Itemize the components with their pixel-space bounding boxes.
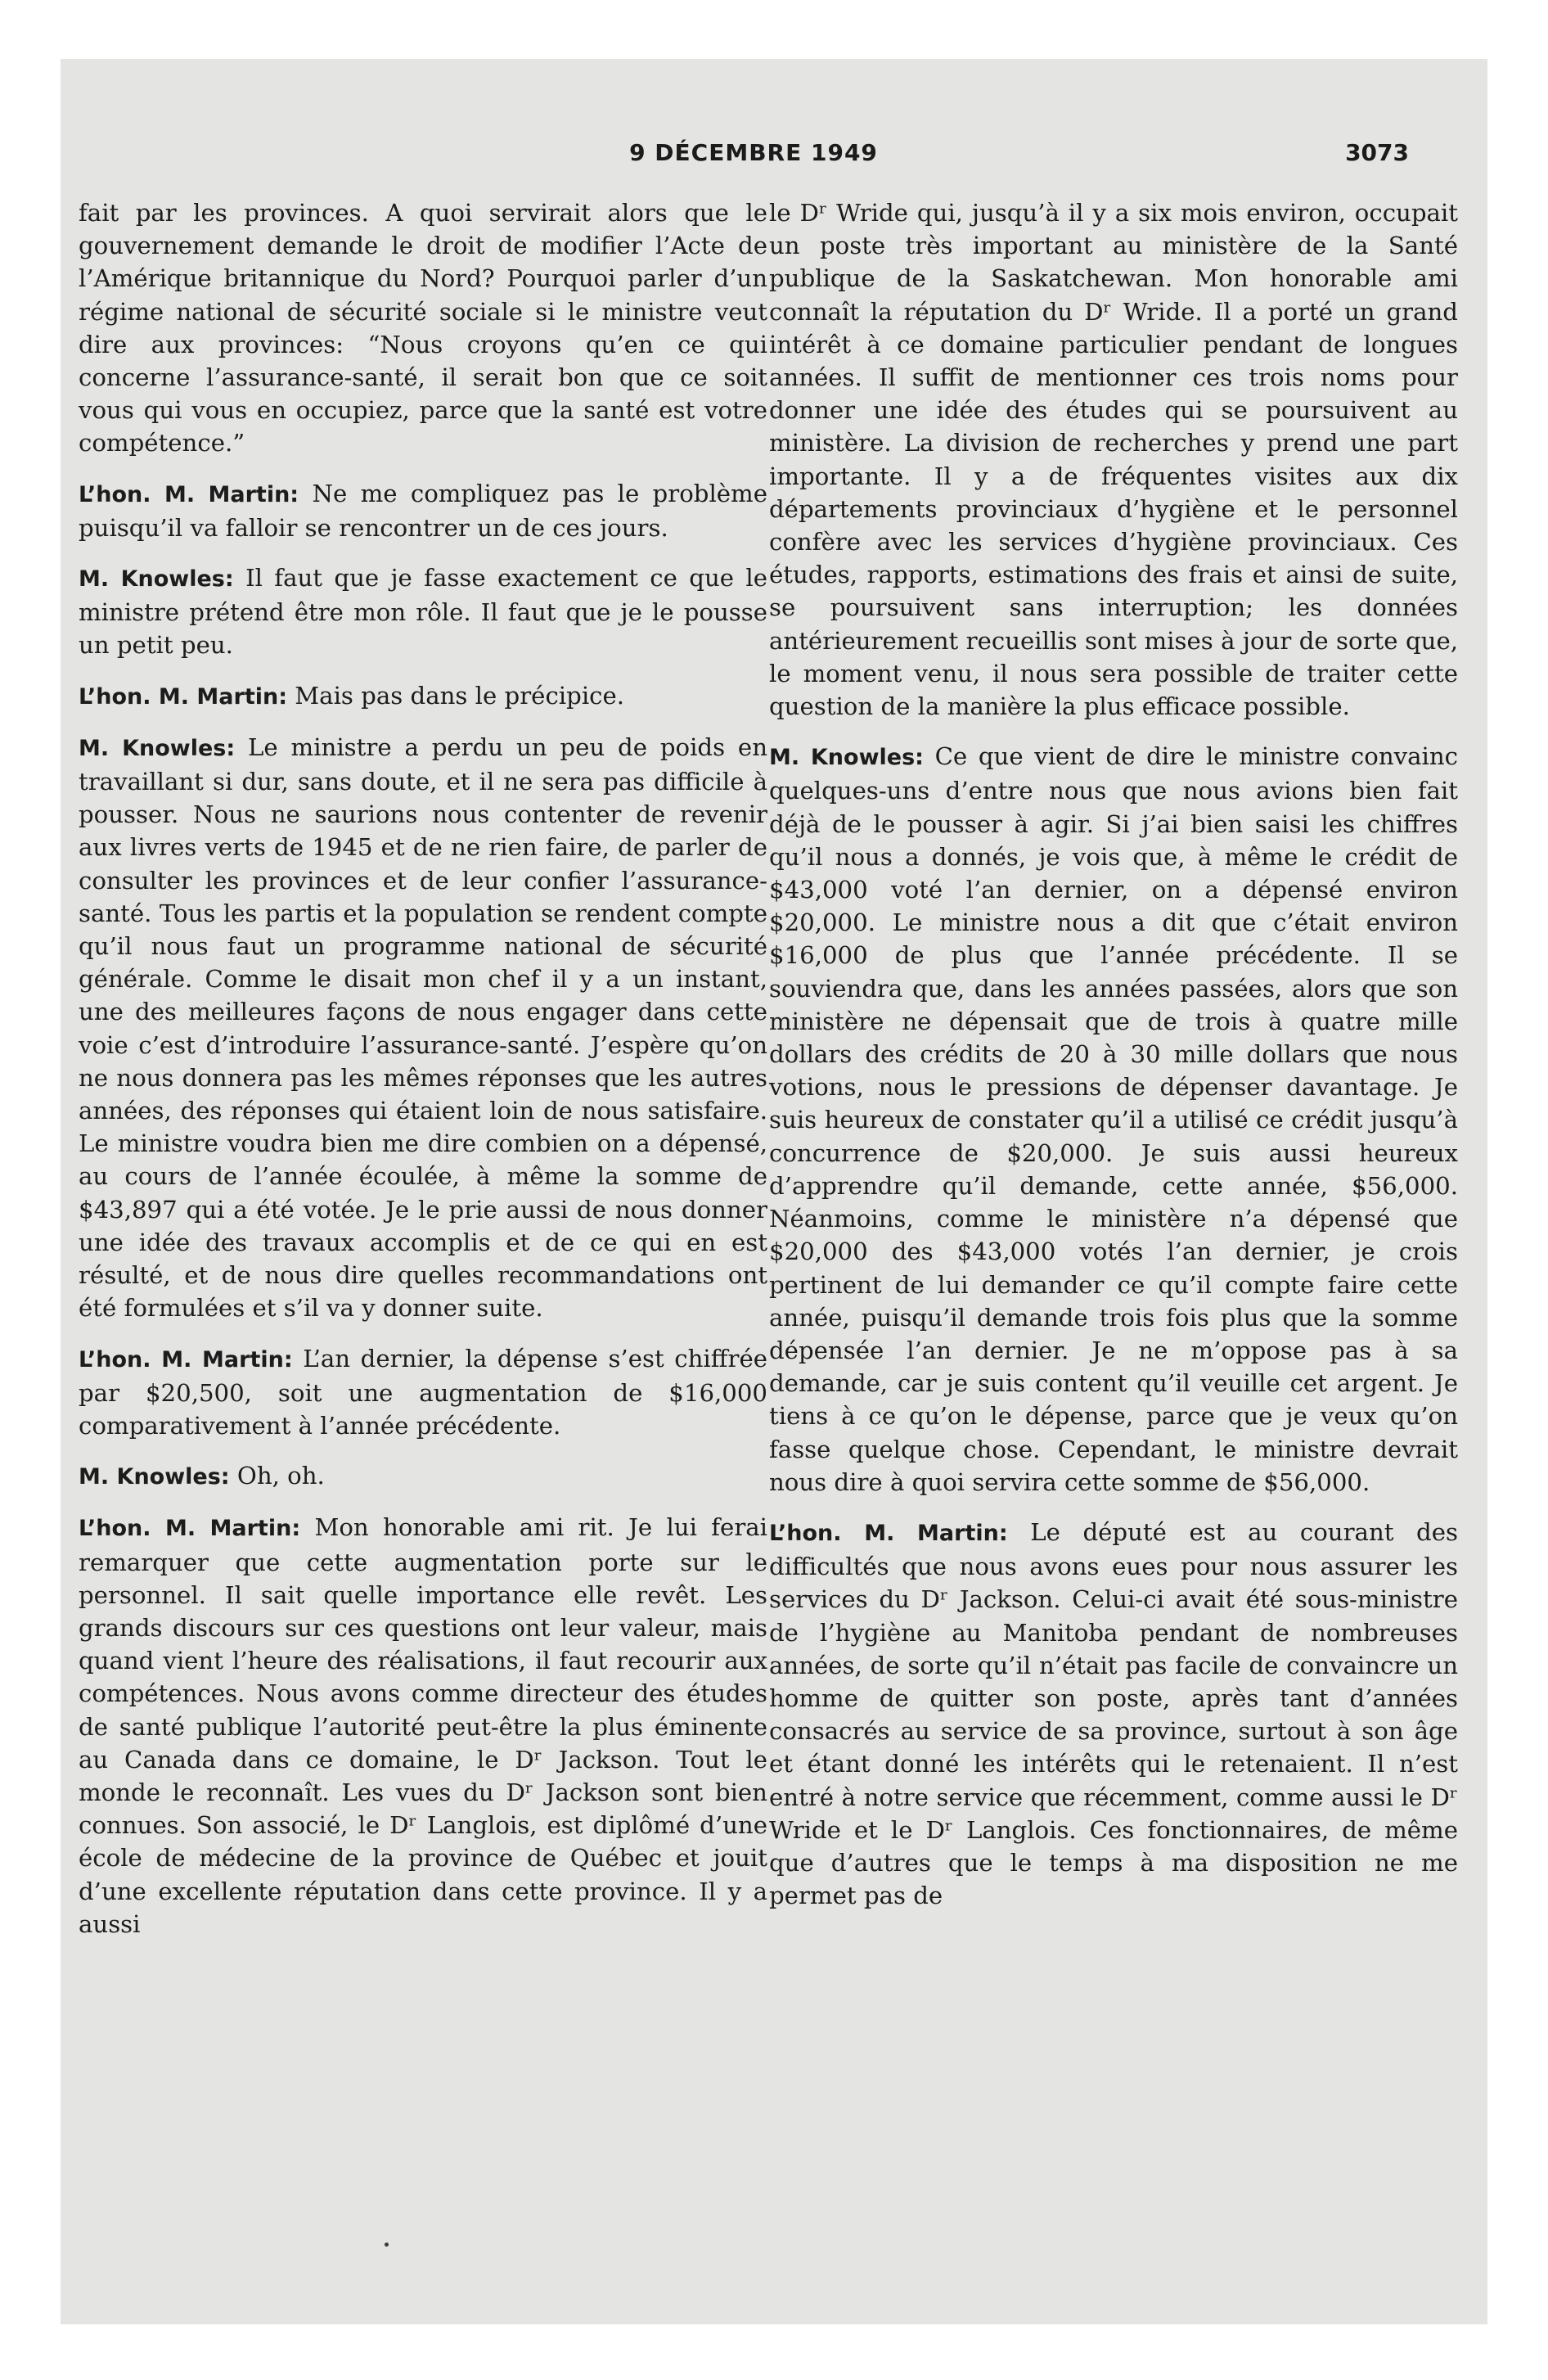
paragraph [769,1516,1458,1912]
paragraph-text: Ce que vient de dire le ministre convainc quelques-uns d’entre nous que nous avions bien fait déjà de le pousser à agir. Si j’ai bien saisi les chiffres qu’il nous a donnés, je vois que, à même le crédit de $43,000 voté l’an dernier, on a dépensé environ $20,000. Le ministre nous a dit que c’était environ $16,000 de plus que l’année précédente. Il se souviendra que, dans les années passées, alors que son ministère ne dépensait que de trois à quatre mille dollars des crédits de 20 à 30 mille dollars que nous votions, nous le pressions de dépenser davantage. Je suis heureux de constater qu’il a utilisé ce crédit jusqu’à concurrence de $20,000. Je suis aussi heureux d’apprendre qu’il demande, cette année, $56,000. Néanmoins, comme le ministère n’a dépensé que $20,000 des $43,000 votés l’an dernier, je crois pertinent de lui demander ce qu’il compte faire cette année, puisqu’il demande trois fois plus que la somme dépensée l’an dernier. Je ne m’oppose pas à sa demande, car je suis content qu’il veuille cet argent. Je tiens à ce qu’on le dépense, parce que je veux qu’on fasse quelque chose. Cependant, le ministre devrait nous dire à quoi servira cette somme de $56,000. [769,742,1458,1496]
paragraph-text: le Dʳ Wride qui, jusqu’à il y a six mois environ, occupait un poste très important au ministère de la Santé publique de la Saskatchewan. Mon honorable ami connaît la réputation du Dʳ Wride. Il a porté un grand intérêt à ce domaine particulier pendant de longues années. Il suffit de mentionner ces trois noms pour donner une idée des études qui se poursuivent au ministère. La division de recherches y prend une part importante. Il y a de fréquentes visites aux dix départements provinciaux d’hygiène et le personnel confère avec les services d’hygiène provinciaux. Ces études, rapports, estimations des frais et ainsi de suite, se poursuivent sans interruption; les données antérieurement recueillis sont mises à jour de sorte que, le moment venu, il nous sera possible de traiter cette question de la manière la plus efficace possible. [769,199,1458,721]
ink-dot [385,2243,389,2247]
speaker-name: L’hon. M. Martin: [79,1516,301,1542]
paragraph [79,196,767,460]
paragraph-text: Le ministre a perdu un peu de poids en travaillant si dur, sans doute, et il ne sera pas difficile à pousser. Nous ne saurions nous contenter de revenir aux livres verts de 1945 et de ne rien faire, de parler de consulter les provinces et de leur confier l’assurance-santé. Tous les partis et la population se rendent compte qu’il nous faut un programme national de sécurité générale. Comme le disait mon chef il y a un instant, une des meilleures façons de nous engager dans cette voie c’est d’introduire l’assurance-santé. J’espère qu’on ne nous donnera pas les mêmes réponses que les autres années, des réponses qui étaient loin de nous satisfaire. Le ministre voudra bien me dire combien on a dépensé, au cours de l’année écoulée, à même la somme de $43,897 qui a été votée. Je le prie aussi de nous donner une idée des travaux accomplis et de ce qui en est résulté, et de nous dire quelles recommandations ont été formulées et s’il va y donner suite. [79,732,767,1323]
paragraph-text: L’an dernier, la dépense s’est chiffrée par $20,500, soit une augmentation de $16,000 comparativement à l’année précédente. [79,1344,767,1440]
paragraph [79,1342,767,1443]
paragraph-text: Le député est au courant des difficultés que nous avons eues pour nous assurer les services du Dʳ Jackson. Celui-ci avait été sous-ministre de l’hygiène au Manitoba pendant de nombreuses années, de sorte qu’il n’était pas facile de convaincre un homme de quitter son poste, après tant d’années consacrés au service de sa province, surtout à son âge et étant donné les intérêts qui le retenaient. Il n’est entré à notre service que récemment, comme aussi le Dʳ Wride et le Dʳ Langlois. Ces fonctionnaires, de même que d’autres que le temps à ma disposition ne me permet pas de [769,1517,1458,1910]
paragraph [79,1459,767,1494]
right-column [769,196,1458,1929]
speaker-name: L’hon. M. Martin: [79,1346,293,1373]
paragraph [79,679,767,714]
paragraph-text: Ne me compliquez pas le problème puisqu’il va falloir se rencontrer un de ces jours. [79,479,768,542]
paragraph [769,740,1458,1499]
left-column [79,196,767,1958]
paragraph-text: Oh, oh. [236,1462,325,1490]
paragraph [79,731,767,1325]
speaker-name: L’hon. M. Martin: [79,683,288,710]
speaker-name: M. Knowles: [79,1464,230,1490]
paragraph [769,196,1458,723]
page-number: 3073 [1345,139,1409,166]
speaker-name: L’hon. M. Martin: [769,1520,1008,1546]
paragraph [79,477,767,544]
speaker-name: M. Knowles: [79,566,234,593]
page-date: 9 DÉCEMBRE 1949 [629,139,878,166]
page-header [98,139,1409,178]
speaker-name: L’hon. M. Martin: [79,481,299,507]
paragraph-text: Mon honorable ami rit. Je lui ferai remarquer que cette augmentation porte sur le personnel. Il sait quelle importance elle revêt. Les grands discours sur ces questions ont leur valeur, mais quand vient l’heure des réalisations, il faut recourir aux compétences. Nous avons comme directeur des études de santé publique l’autorité peut-être la plus éminente au Canada dans ce domaine, le Dʳ Jackson. Tout le monde le reconnaît. Les vues du Dʳ Jackson sont bien connues. Son associé, le Dʳ Langlois, est diplômé d’une école de médecine de la province de Québec et jouit d’une excellente réputation dans cette province. Il y a aussi [79,1513,768,1938]
speaker-name: M. Knowles: [79,735,236,761]
paragraph-text: Il faut que je fasse exactement ce que le ministre prétend être mon rôle. Il faut que je le pousse un petit peu. [79,564,767,660]
speaker-name: M. Knowles: [769,745,924,771]
paragraph-text: Mais pas dans le précipice. [295,681,625,710]
paragraph [79,1511,767,1941]
paragraph-text: fait par les provinces. A quoi servirait alors que le gouvernement demande le droit de modifier l’Acte de l’Amérique britannique du Nord? Pourquoi parler d’un régime national de sécurité sociale si le ministre veut dire aux provinces: “Nous croyons qu’en ce qui concerne l’assurance-santé, il serait bon que ce soit vous qui vous en occupiez, parce que la santé est votre compétence.” [79,199,767,458]
paragraph [79,561,767,662]
